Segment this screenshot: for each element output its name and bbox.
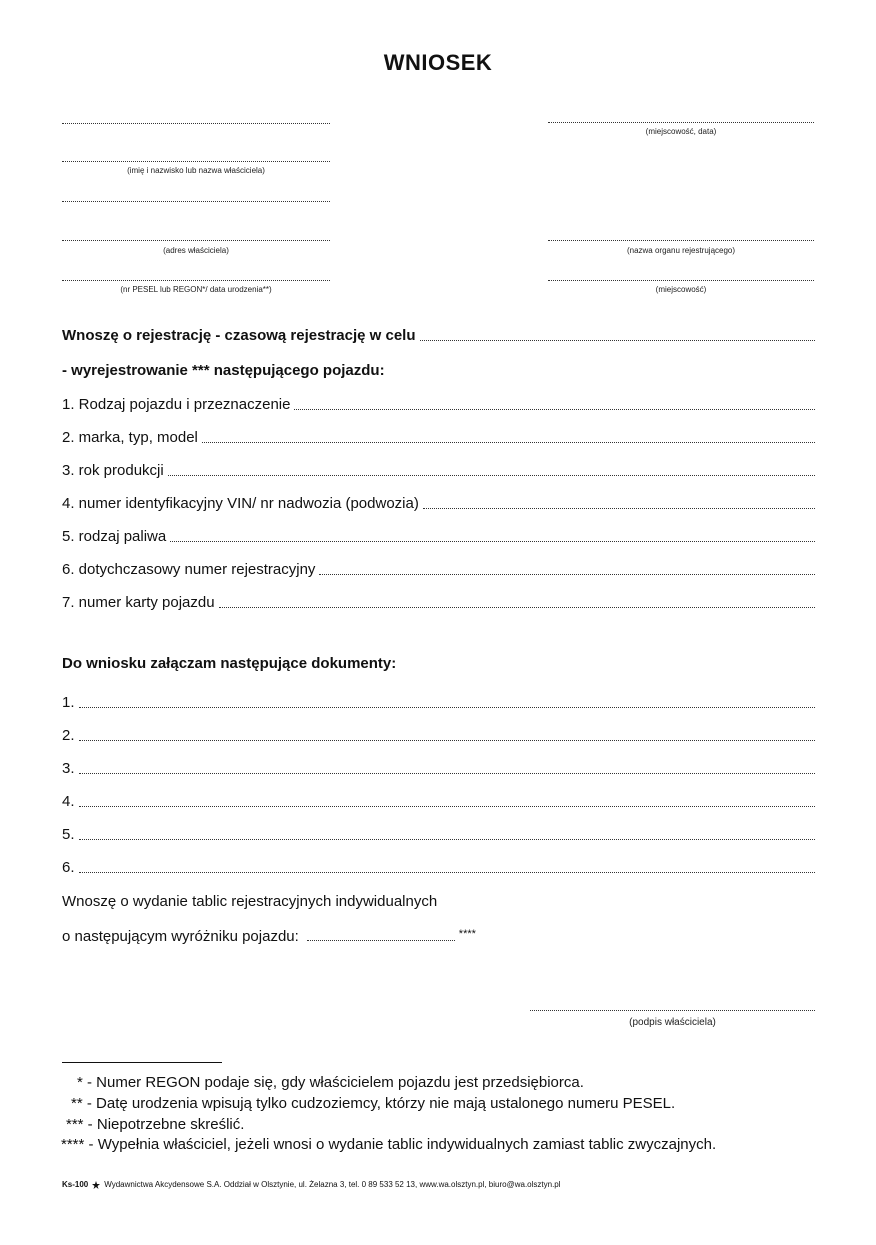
attachment-row — [62, 826, 815, 844]
vehicle-field-label: 5. rodzaj paliwa — [62, 528, 167, 545]
vehicle-field-label: 2. marka, typ, model — [62, 429, 198, 446]
signature-caption: (podpis właściciela) — [629, 1017, 716, 1028]
vehicle-field-row — [62, 528, 815, 546]
footnote — [66, 1116, 244, 1133]
attachment-number: 6. — [62, 859, 75, 876]
footnote-mark: *** - — [66, 1116, 93, 1133]
vehicle-type-input[interactable] — [294, 409, 815, 410]
address-caption: (adres właściciela) — [163, 246, 229, 255]
plates-request-line-2 — [62, 928, 476, 945]
vehicle-field-label: 7. numer karty pojazdu — [62, 594, 215, 611]
document-title: WNIOSEK — [383, 50, 493, 75]
attachment-row — [62, 760, 815, 778]
vehicle-field-label: 3. rok produkcji — [62, 462, 164, 479]
attachment-number: 2. — [62, 727, 75, 744]
make-model-input[interactable] — [202, 442, 815, 443]
place-date-caption: (miejscowość, data) — [645, 127, 717, 136]
attachment-number: 3. — [62, 760, 75, 777]
vehicle-field-row — [62, 495, 815, 513]
attachment-input[interactable] — [79, 806, 815, 807]
attachment-row — [62, 694, 815, 712]
signature-field[interactable] — [530, 1010, 815, 1011]
pesel-caption: (nr PESEL lub REGON*/ data urodzenia**) — [120, 285, 272, 294]
owner-name-caption: (imię i nazwisko lub nazwa właściciela) — [127, 166, 265, 175]
vehicle-field-label: 6. dotychczasowy numer rejestracyjny — [62, 561, 316, 578]
footnote-mark: ** - — [71, 1095, 92, 1112]
footnote — [61, 1136, 716, 1153]
vin-input[interactable] — [423, 508, 815, 509]
city-caption: (miejscowość) — [655, 285, 707, 294]
vehicle-field-row — [62, 396, 815, 414]
publisher-logo-icon — [92, 1181, 100, 1189]
attachment-number: 5. — [62, 826, 75, 843]
publisher-footer — [62, 1180, 561, 1189]
footnote-mark: * - — [77, 1074, 92, 1091]
attachments-heading: Do wniosku załączam następujące dokumenty: — [62, 655, 397, 672]
attachment-row — [62, 859, 815, 877]
attachment-number: 4. — [62, 793, 75, 810]
address-field-1[interactable] — [62, 201, 330, 202]
footnote-text: Niepotrzebne skreślić. — [96, 1116, 245, 1133]
footnote-mark: **** - — [61, 1136, 94, 1153]
plates-request-line-1: Wnoszę o wydanie tablic rejestracyjnych indywidualnych — [62, 893, 438, 910]
vehicle-field-row — [62, 594, 815, 612]
footnote-text: Wypełnia właściciel, jeżeli wnosi o wydanie tablic indywidualnych zamiast tablic zwyczajnych. — [97, 1136, 717, 1153]
footnote-text: Numer REGON podaje się, gdy właścicielem pojazdu jest przedsiębiorca. — [96, 1074, 584, 1091]
footnote-text: Datę urodzenia wpisują tylko cudzoziemcy, którzy nie mają ustalonego numeru PESEL. — [96, 1095, 676, 1112]
fuel-type-input[interactable] — [170, 541, 815, 542]
plate-distinguisher-input[interactable] — [307, 940, 455, 941]
address-field-2[interactable] — [62, 240, 330, 241]
city-field[interactable] — [548, 280, 814, 281]
attachment-input[interactable] — [79, 839, 815, 840]
attachment-number: 1. — [62, 694, 75, 711]
previous-registration-input[interactable] — [319, 574, 815, 575]
form-code: Ks-100 — [62, 1180, 89, 1189]
owner-name-field-2[interactable] — [62, 161, 330, 162]
vehicle-field-label: 4. numer identyfikacyjny VIN/ nr nadwozia (podwozia) — [62, 495, 419, 512]
plates-footnote-mark: **** — [458, 928, 476, 940]
footnote — [71, 1095, 675, 1112]
footnote — [77, 1074, 584, 1091]
authority-field[interactable] — [548, 240, 814, 241]
footnote-divider — [62, 1062, 222, 1063]
pesel-field[interactable] — [62, 280, 330, 281]
request-line-1 — [62, 327, 815, 345]
publisher-info: Wydawnictwa Akcydensowe S.A. Oddział w Olsztynie, ul. Żelazna 3, tel. 0 89 533 52 13, www.wa.olsztyn.pl, biuro@wa.olsztyn.pl — [104, 1180, 561, 1189]
request-line-1-text: Wnoszę o rejestrację - czasową rejestrację w celu — [62, 327, 416, 344]
vehicle-field-row — [62, 561, 815, 579]
authority-caption: (nazwa organu rejestrującego) — [626, 246, 736, 255]
place-date-field[interactable] — [548, 122, 814, 123]
attachment-input[interactable] — [79, 872, 815, 873]
vehicle-card-input[interactable] — [219, 607, 815, 608]
request-line-2: - wyrejestrowanie *** następującego pojazdu: — [62, 362, 385, 379]
production-year-input[interactable] — [168, 475, 815, 476]
vehicle-field-row — [62, 429, 815, 447]
attachment-input[interactable] — [79, 740, 815, 741]
plates-request-label: o następującym wyróżniku pojazdu: — [62, 928, 299, 945]
vehicle-field-row — [62, 462, 815, 480]
attachment-input[interactable] — [79, 707, 815, 708]
attachment-input[interactable] — [79, 773, 815, 774]
attachment-row — [62, 727, 815, 745]
vehicle-field-label: 1. Rodzaj pojazdu i przeznaczenie — [62, 396, 291, 413]
attachment-row — [62, 793, 815, 811]
purpose-field[interactable] — [420, 340, 816, 341]
owner-name-field[interactable] — [62, 123, 330, 124]
